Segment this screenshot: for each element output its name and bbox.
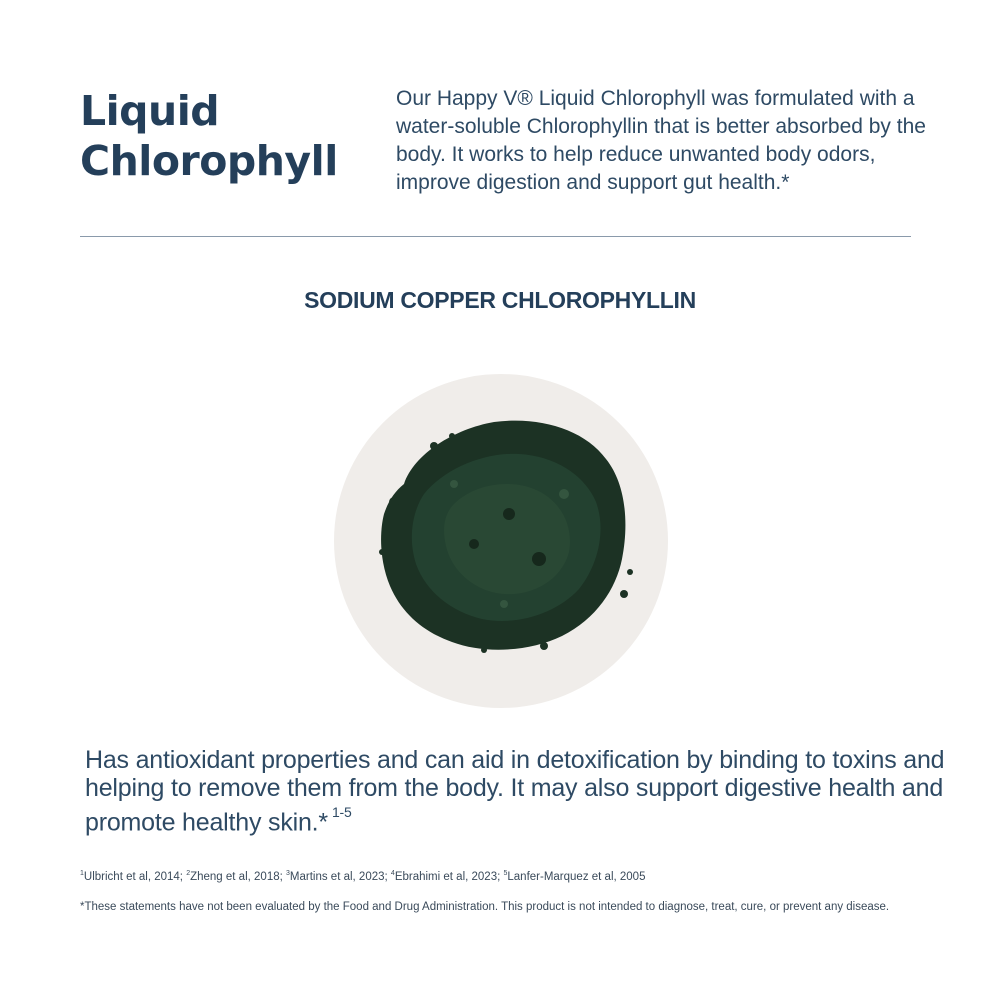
ingredient-heading: SODIUM COPPER CHLOROPHYLLIN	[304, 287, 696, 313]
references-list	[80, 866, 940, 885]
reference-number: 5	[503, 870, 508, 877]
reference-number: 3	[286, 870, 290, 877]
section-divider	[80, 236, 911, 237]
reference-number: 4	[390, 870, 395, 877]
page-title-line-2: Chlorophyll	[80, 137, 338, 185]
green-powder-pile-icon	[334, 374, 668, 708]
reference-item: Martins et al, 2023;	[289, 870, 391, 883]
fda-disclaimer: *These statements have not been evaluated by the Food and Drug Administration. This product is not intended to diagnose, treat, cure, or prevent any disease.	[80, 901, 890, 913]
reference-number: 1	[80, 870, 84, 877]
page-title	[80, 86, 370, 186]
reference-item: Ebrahimi et al, 2023;	[394, 870, 504, 883]
reference-item: Zheng et al, 2018;	[190, 870, 286, 883]
benefit-references: 1-5	[331, 804, 352, 820]
reference-item: Ulbricht et al, 2014;	[83, 870, 187, 883]
reference-item: Lanfer-Marquez et al, 2005	[507, 870, 646, 883]
benefit-text: Has antioxidant properties and can aid in detoxification by binding to toxins and helping to remove them from the body. It may also support digestive health and promote healthy skin.*	[85, 746, 945, 837]
reference-number: 2	[186, 870, 191, 877]
intro-paragraph: Our Happy V® Liquid Chlorophyll was formulated with a water-soluble Chlorophyllin that is better absorbed by the body. It works to help reduce unwanted body odors, improve digestion and support gut health.*	[396, 87, 926, 194]
ingredient-benefit	[85, 746, 955, 836]
page-title-line-1: Liquid	[80, 87, 220, 135]
